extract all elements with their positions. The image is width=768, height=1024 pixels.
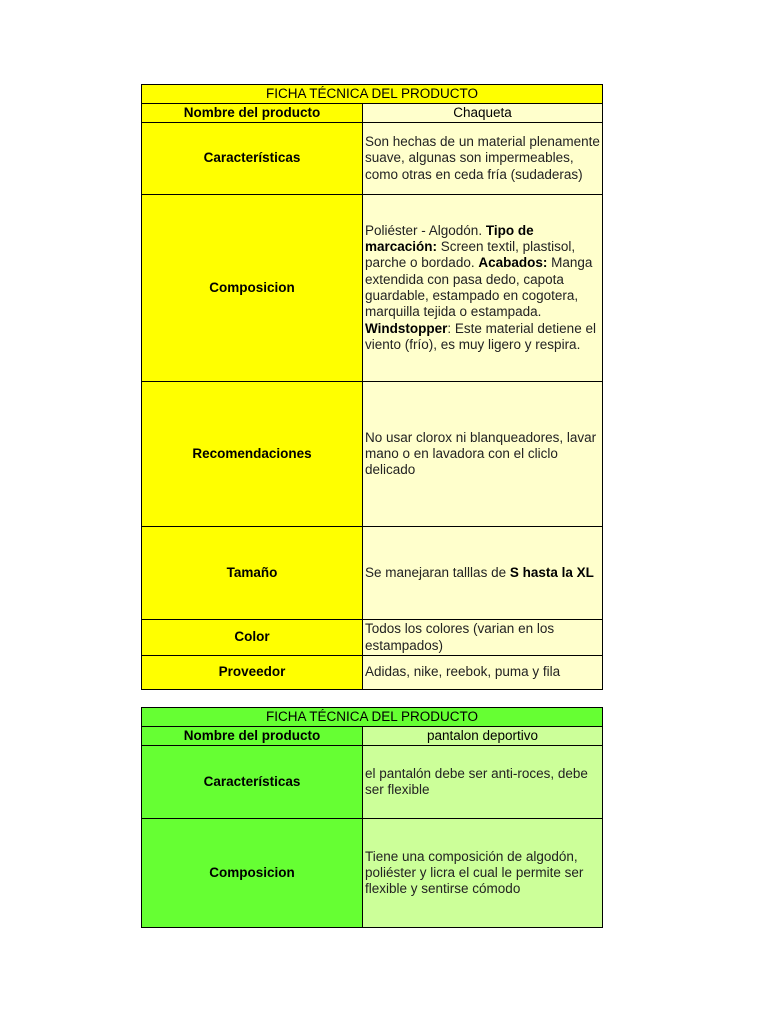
composicion-text-4: : Este material detiene el viento (frío), es muy ligero y respira. xyxy=(365,320,596,352)
composicion-bold-2: Acabados: xyxy=(478,255,548,271)
composicion-text-2: Screen textil, plastisol, parche o bordado. xyxy=(365,239,576,271)
nombre-value: Chaqueta xyxy=(363,104,603,123)
product-sheet-table-chaqueta xyxy=(141,84,603,690)
table-title: FICHA TÉCNICA DEL PRODUCTO xyxy=(142,708,603,727)
proveedor-value: Adidas, nike, reebok, puma y fila xyxy=(363,656,603,690)
composicion-label: Composicion xyxy=(142,819,363,928)
tamano-label: Tamaño xyxy=(142,527,363,620)
nombre-label: Nombre del producto xyxy=(142,727,363,746)
color-value: Todos los colores (varian en los estampados) xyxy=(363,620,603,656)
color-label: Color xyxy=(142,620,363,656)
caracteristicas-value: el pantalón debe ser anti-roces, debe ser flexible xyxy=(363,746,603,819)
caracteristicas-label: Características xyxy=(142,746,363,819)
caracteristicas-label: Características xyxy=(142,123,363,195)
composicion-text-1: Poliéster - Algodón. xyxy=(365,222,486,238)
tamano-value xyxy=(363,527,603,620)
nombre-label: Nombre del producto xyxy=(142,104,363,123)
composicion-label: Composicion xyxy=(142,195,363,382)
composicion-value xyxy=(363,195,603,382)
recomendaciones-value: No usar clorox ni blanqueadores, lavar mano o en lavadora con el cliclo delicado xyxy=(363,382,603,527)
table-title: FICHA TÉCNICA DEL PRODUCTO xyxy=(142,85,603,104)
composicion-text-3: Manga extendida con pasa dedo, capota guardable, estampado en cogotera, marquilla tejida o estampada. xyxy=(365,255,593,320)
proveedor-label: Proveedor xyxy=(142,656,363,690)
composicion-bold-3: Windstopper xyxy=(365,320,448,336)
caracteristicas-value: Son hechas de un material plenamente suave, algunas son impermeables, como otras en ceda fría (sudaderas) xyxy=(363,123,603,195)
composicion-bold-1: Tipo de marcación: xyxy=(365,222,534,255)
nombre-value: pantalon deportivo xyxy=(363,727,603,746)
product-sheet-table-pantalon xyxy=(141,707,603,928)
tamano-bold: S hasta la XL xyxy=(509,564,594,580)
recomendaciones-label: Recomendaciones xyxy=(142,382,363,527)
composicion-value: Tiene una composición de algodón, poliéster y licra el cual le permite ser flexible y sentirse cómodo xyxy=(363,819,603,928)
tamano-text: Se manejaran talllas de xyxy=(365,564,510,580)
